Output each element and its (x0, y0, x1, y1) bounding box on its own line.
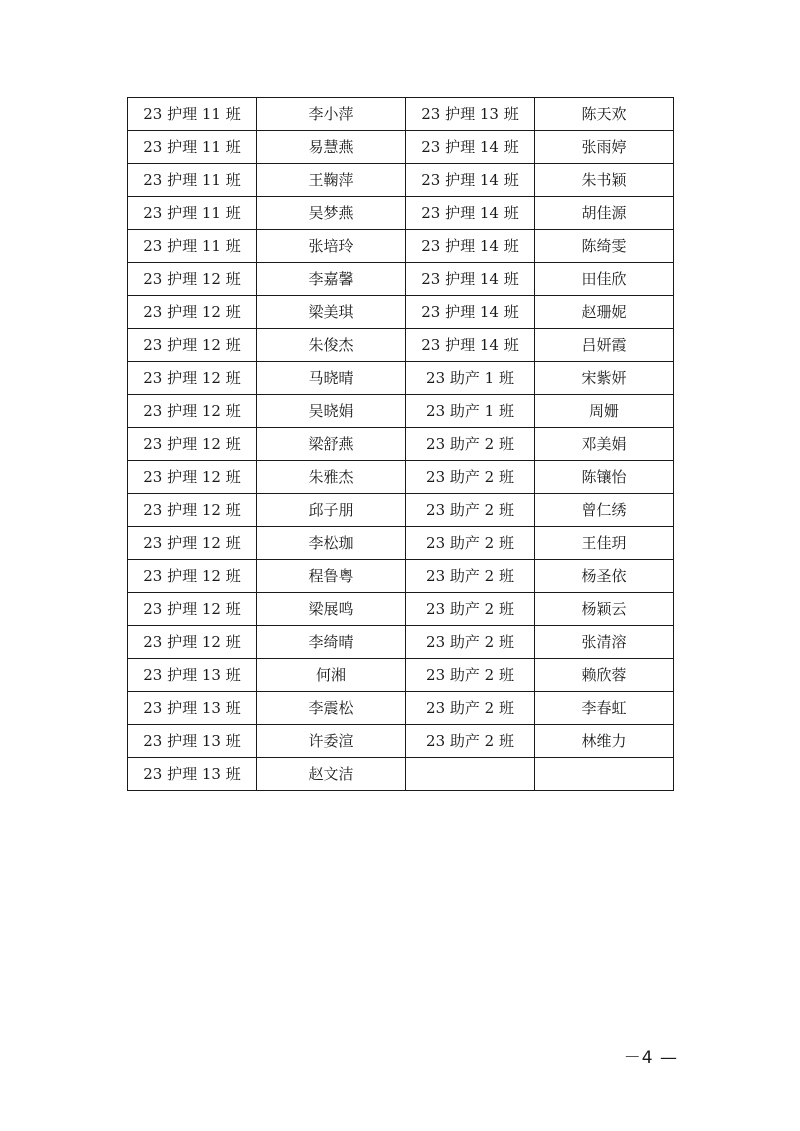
student-name-cell: 张培玲 (257, 230, 406, 263)
student-name-cell: 吴晓娟 (257, 395, 406, 428)
student-name-cell: 吕妍霞 (535, 329, 674, 362)
table-row (128, 395, 674, 428)
table-row (128, 626, 674, 659)
student-name-cell: 李震松 (257, 692, 406, 725)
table-row (128, 560, 674, 593)
student-name-cell: 梁舒燕 (257, 428, 406, 461)
student-name-cell: 李春虹 (535, 692, 674, 725)
table-row (128, 527, 674, 560)
class-cell: 23 护理 13 班 (128, 692, 257, 725)
class-cell: 23 助产 2 班 (406, 626, 535, 659)
class-cell: 23 助产 2 班 (406, 560, 535, 593)
student-name-cell: 何湘 (257, 659, 406, 692)
class-cell: 23 助产 1 班 (406, 395, 535, 428)
class-cell: 23 护理 14 班 (406, 263, 535, 296)
student-name-cell: 朱雅杰 (257, 461, 406, 494)
student-name-cell: 许委渲 (257, 725, 406, 758)
student-name-cell: 易慧燕 (257, 131, 406, 164)
student-name-cell: 胡佳源 (535, 197, 674, 230)
student-name-cell: 陈天欢 (535, 98, 674, 131)
table-row (128, 329, 674, 362)
student-name-cell: 杨颖云 (535, 593, 674, 626)
student-name-cell: 李松珈 (257, 527, 406, 560)
class-cell: 23 护理 13 班 (128, 659, 257, 692)
student-name-cell: 陈镶怡 (535, 461, 674, 494)
student-name-cell: 赵珊妮 (535, 296, 674, 329)
student-name-cell: 杨圣依 (535, 560, 674, 593)
table-row (128, 98, 674, 131)
table-row (128, 659, 674, 692)
class-cell: 23 护理 14 班 (406, 164, 535, 197)
student-name-cell: 王佳玥 (535, 527, 674, 560)
student-name-cell: 邓美娟 (535, 428, 674, 461)
class-cell: 23 助产 2 班 (406, 461, 535, 494)
roster-table (127, 97, 674, 791)
table-row (128, 296, 674, 329)
class-cell: 23 护理 11 班 (128, 230, 257, 263)
class-cell: 23 助产 2 班 (406, 527, 535, 560)
class-cell: 23 护理 13 班 (406, 98, 535, 131)
class-cell: 23 护理 11 班 (128, 164, 257, 197)
student-name-cell: 李绮晴 (257, 626, 406, 659)
class-cell: 23 助产 2 班 (406, 494, 535, 527)
class-cell: 23 护理 13 班 (128, 725, 257, 758)
table-row (128, 593, 674, 626)
class-cell: 23 助产 2 班 (406, 659, 535, 692)
student-name-cell: 朱书颖 (535, 164, 674, 197)
table-row (128, 164, 674, 197)
class-cell: 23 护理 12 班 (128, 329, 257, 362)
table-row (128, 725, 674, 758)
table-row (128, 131, 674, 164)
table-row (128, 428, 674, 461)
student-name-cell: 周姗 (535, 395, 674, 428)
class-cell: 23 护理 12 班 (128, 593, 257, 626)
table-row (128, 263, 674, 296)
empty-cell (406, 758, 535, 791)
class-cell: 23 助产 1 班 (406, 362, 535, 395)
student-name-cell: 程鲁粤 (257, 560, 406, 593)
class-cell: 23 护理 11 班 (128, 98, 257, 131)
student-name-cell: 李小萍 (257, 98, 406, 131)
student-name-cell: 王鞠萍 (257, 164, 406, 197)
class-cell: 23 护理 11 班 (128, 197, 257, 230)
class-cell: 23 助产 2 班 (406, 725, 535, 758)
student-name-cell: 李嘉馨 (257, 263, 406, 296)
table-row (128, 230, 674, 263)
class-cell: 23 护理 12 班 (128, 428, 257, 461)
roster-table-body (128, 98, 674, 791)
class-cell: 23 护理 12 班 (128, 362, 257, 395)
class-cell: 23 护理 14 班 (406, 296, 535, 329)
student-name-cell: 赖欣蓉 (535, 659, 674, 692)
class-cell: 23 助产 2 班 (406, 593, 535, 626)
class-cell: 23 护理 12 班 (128, 560, 257, 593)
table-row (128, 461, 674, 494)
class-cell: 23 护理 12 班 (128, 263, 257, 296)
class-cell: 23 助产 2 班 (406, 428, 535, 461)
student-name-cell: 朱俊杰 (257, 329, 406, 362)
class-cell: 23 护理 14 班 (406, 329, 535, 362)
class-cell: 23 护理 12 班 (128, 296, 257, 329)
student-name-cell: 陈绮雯 (535, 230, 674, 263)
student-name-cell: 宋紫妍 (535, 362, 674, 395)
table-row (128, 692, 674, 725)
student-name-cell: 马晓晴 (257, 362, 406, 395)
student-name-cell: 林维力 (535, 725, 674, 758)
class-cell: 23 护理 11 班 (128, 131, 257, 164)
empty-cell (535, 758, 674, 791)
student-name-cell: 梁美琪 (257, 296, 406, 329)
class-cell: 23 护理 14 班 (406, 230, 535, 263)
student-name-cell: 梁展鸣 (257, 593, 406, 626)
class-cell: 23 护理 14 班 (406, 131, 535, 164)
student-name-cell: 田佳欣 (535, 263, 674, 296)
student-name-cell: 张雨婷 (535, 131, 674, 164)
page-number: －4 — (623, 1048, 678, 1068)
table-row (128, 758, 674, 791)
class-cell: 23 护理 13 班 (128, 758, 257, 791)
student-name-cell: 吴梦燕 (257, 197, 406, 230)
table-row (128, 362, 674, 395)
class-cell: 23 助产 2 班 (406, 692, 535, 725)
class-cell: 23 护理 12 班 (128, 461, 257, 494)
student-name-cell: 邱子朋 (257, 494, 406, 527)
student-name-cell: 赵文洁 (257, 758, 406, 791)
table-row (128, 197, 674, 230)
class-cell: 23 护理 14 班 (406, 197, 535, 230)
table-row (128, 494, 674, 527)
student-name-cell: 曾仁绣 (535, 494, 674, 527)
class-cell: 23 护理 12 班 (128, 395, 257, 428)
class-cell: 23 护理 12 班 (128, 626, 257, 659)
class-cell: 23 护理 12 班 (128, 527, 257, 560)
class-cell: 23 护理 12 班 (128, 494, 257, 527)
student-name-cell: 张清溶 (535, 626, 674, 659)
